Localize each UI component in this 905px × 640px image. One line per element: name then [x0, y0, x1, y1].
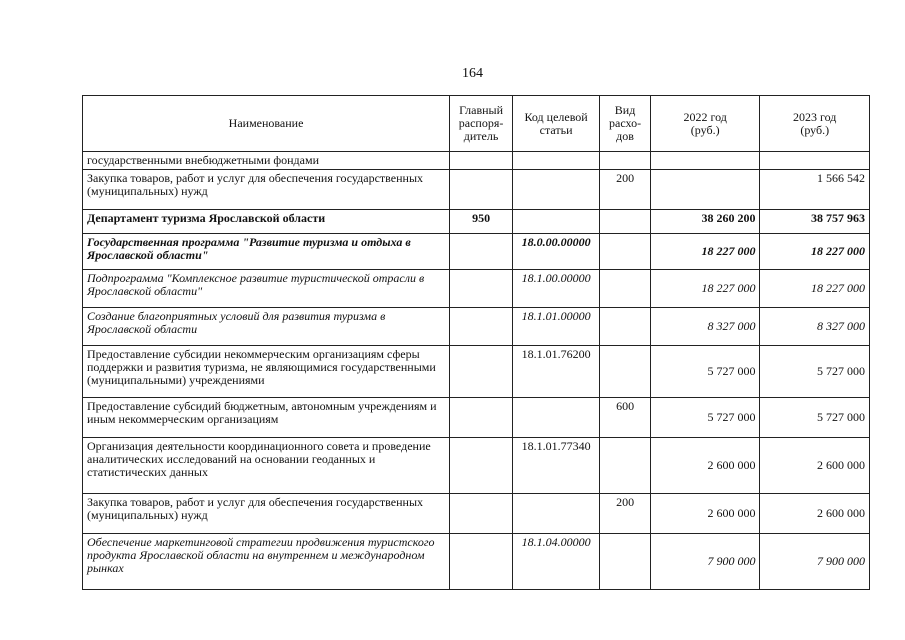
row-expense-type — [600, 210, 651, 234]
table-row — [83, 438, 870, 494]
row-2022: 38 260 200 — [650, 210, 760, 234]
row-2022: 2 600 000 — [650, 438, 760, 494]
budget-table — [82, 95, 870, 590]
row-code — [513, 398, 600, 438]
row-name: Обеспечение маркетинговой стратегии продвижения туристского продукта Ярославской области на внутреннем и международном рынках — [83, 534, 450, 590]
row-code: 18.1.01.76200 — [513, 346, 600, 398]
row-manager — [450, 234, 513, 270]
row-code — [513, 494, 600, 534]
row-name: Создание благоприятных условий для развития туризма в Ярославской области — [83, 308, 450, 346]
row-expense-type — [600, 346, 651, 398]
page-number: 164 — [462, 66, 483, 81]
row-code: 18.0.00.00000 — [513, 234, 600, 270]
row-manager — [450, 152, 513, 170]
row-2023: 7 900 000 — [760, 534, 870, 590]
row-code — [513, 210, 600, 234]
row-manager — [450, 438, 513, 494]
row-name: Закупка товаров, работ и услуг для обеспечения государственных (муниципальных) нужд — [83, 494, 450, 534]
row-name: Департамент туризма Ярославской области — [83, 210, 450, 234]
row-code — [513, 170, 600, 210]
row-2023: 8 327 000 — [760, 308, 870, 346]
row-2023 — [760, 152, 870, 170]
table-row — [83, 170, 870, 210]
row-2023: 1 566 542 — [760, 170, 870, 210]
row-expense-type: 200 — [600, 170, 651, 210]
row-code: 18.1.00.00000 — [513, 270, 600, 308]
table-row — [83, 346, 870, 398]
row-name: государственными внебюджетными фондами — [83, 152, 450, 170]
header-code: Код целевой статьи — [513, 96, 600, 152]
row-expense-type — [600, 152, 651, 170]
table-row — [83, 398, 870, 438]
row-2022: 5 727 000 — [650, 398, 760, 438]
row-2023: 2 600 000 — [760, 438, 870, 494]
row-code: 18.1.01.00000 — [513, 308, 600, 346]
table-row — [83, 534, 870, 590]
row-2022: 18 227 000 — [650, 234, 760, 270]
row-expense-type — [600, 438, 651, 494]
row-manager — [450, 534, 513, 590]
header-2022: 2022 год (руб.) — [650, 96, 760, 152]
table-row — [83, 234, 870, 270]
row-2023: 18 227 000 — [760, 234, 870, 270]
row-2023: 18 227 000 — [760, 270, 870, 308]
row-manager — [450, 494, 513, 534]
table-row — [83, 270, 870, 308]
row-expense-type — [600, 234, 651, 270]
row-2022 — [650, 170, 760, 210]
row-expense-type — [600, 534, 651, 590]
row-manager: 950 — [450, 210, 513, 234]
row-2023: 5 727 000 — [760, 346, 870, 398]
header-row — [83, 96, 870, 152]
header-manager: Главный распоря- дитель — [450, 96, 513, 152]
row-manager — [450, 398, 513, 438]
table-row — [83, 152, 870, 170]
header-2023: 2023 год (руб.) — [760, 96, 870, 152]
row-expense-type: 600 — [600, 398, 651, 438]
row-name: Подпрограмма "Комплексное развитие туристической отрасли в Ярославской области" — [83, 270, 450, 308]
row-name: Организация деятельности координационного совета и проведение аналитических исследований на основании геоданных и статистических данных — [83, 438, 450, 494]
row-manager — [450, 270, 513, 308]
row-expense-type — [600, 308, 651, 346]
row-2022: 7 900 000 — [650, 534, 760, 590]
row-expense-type — [600, 270, 651, 308]
table-row — [83, 494, 870, 534]
row-2022: 8 327 000 — [650, 308, 760, 346]
table-row — [83, 210, 870, 234]
row-2022 — [650, 152, 760, 170]
row-2022: 18 227 000 — [650, 270, 760, 308]
row-2023: 5 727 000 — [760, 398, 870, 438]
row-2022: 5 727 000 — [650, 346, 760, 398]
row-code: 18.1.01.77340 — [513, 438, 600, 494]
row-2022: 2 600 000 — [650, 494, 760, 534]
row-manager — [450, 170, 513, 210]
row-name: Предоставление субсидий бюджетным, автономным учреждениям и иным некоммерческим организациям — [83, 398, 450, 438]
row-code — [513, 152, 600, 170]
row-2023: 38 757 963 — [760, 210, 870, 234]
row-expense-type: 200 — [600, 494, 651, 534]
header-name: Наименование — [83, 96, 450, 152]
row-manager — [450, 308, 513, 346]
header-expense-type: Вид расхо- дов — [600, 96, 651, 152]
row-manager — [450, 346, 513, 398]
table-row — [83, 308, 870, 346]
row-name: Государственная программа "Развитие туризма и отдыха в Ярославской области" — [83, 234, 450, 270]
row-name: Предоставление субсидии некоммерческим организациям сферы поддержки и развития туризма, не являющимися государственными (муниципальными) учреждениями — [83, 346, 450, 398]
row-code: 18.1.04.00000 — [513, 534, 600, 590]
row-2023: 2 600 000 — [760, 494, 870, 534]
row-name: Закупка товаров, работ и услуг для обеспечения государственных (муниципальных) нужд — [83, 170, 450, 210]
